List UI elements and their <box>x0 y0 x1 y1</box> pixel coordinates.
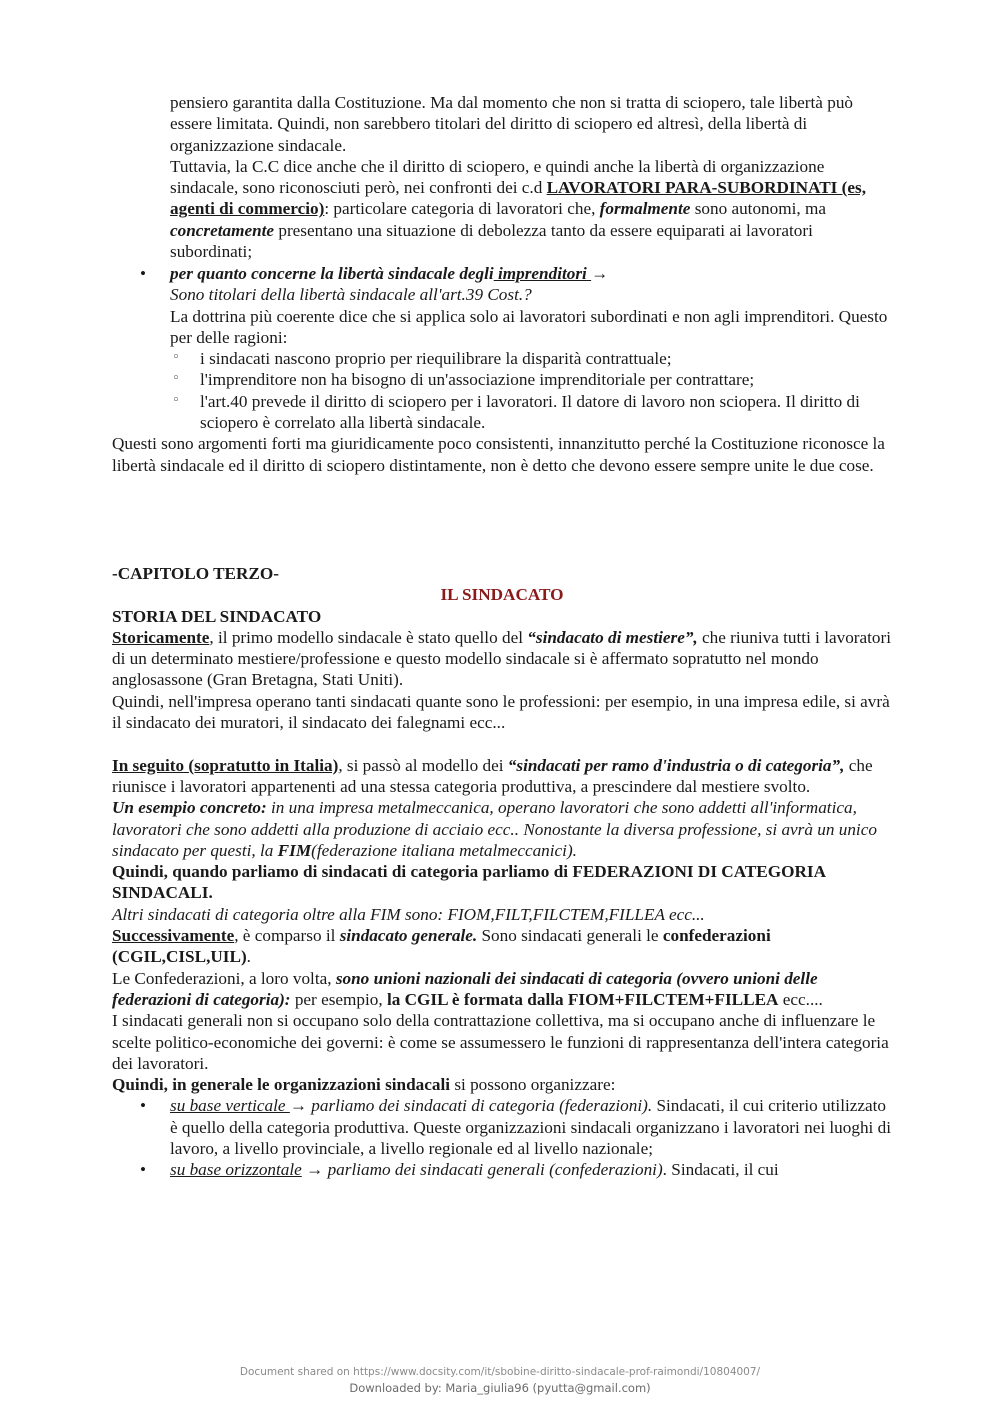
imprenditori-block <box>112 263 892 476</box>
chapter-label: -CAPITOLO TERZO- <box>112 564 279 583</box>
paragraph-successivamente: Successivamente, è comparso il sindacato generale. Sono sindacati generali le confederazioni (CGIL,CISL,UIL). <box>112 926 771 967</box>
question-text: Sono titolari della libertà sindacale all'art.39 Cost.? <box>170 285 532 305</box>
paragraph-para-subordinati: Tuttavia, la C.C dice anche che il diritto di sciopero, e quindi anche la libertà di organizzazione sindacale, sono riconosciuti però, nei confronti dei c.d LAVORATORI PARA-SUBORDINATI (es, agenti di commercio): particolare categoria di lavoratori che, formalmente sono autonomi, ma concretamente presentano una situazione di debolezza tanto da essere equiparati ai lavoratori subordinati; <box>170 156 866 262</box>
paragraph-costituzione: pensiero garantita dalla Costituzione. Ma dal momento che non si tratta di sciopero, tale libertà può essere limitata. Quindi, non sarebbero titolari del diritto di sciopero ed altresì, della libertà di organizzazione sindacale. <box>170 93 854 155</box>
paragraph-in-seguito: In seguito (sopratutto in Italia), si passò al modello dei “sindacati per ramo d'industria o di categoria”, che riunisce i lavoratori appartenenti ad una stessa categoria produttiva, a prescindere dal mestiere svolto. <box>112 755 873 796</box>
paragraph-organizzazioni: Quindi, in generale le organizzazioni sindacali si possono organizzare: <box>112 1075 616 1095</box>
chapter-block <box>112 563 892 1181</box>
organization-list <box>112 1095 892 1180</box>
paragraph-sindacati-generali: I sindacati generali non si occupano solo della contrattazione collettiva, ma si occupano anche di influenzare le scelte politico-economiche dei governi: è come se assumessero le funzioni di rappresentanza dell'intera categoria dei lavoratori. <box>112 1011 889 1073</box>
section-heading: STORIA DEL SINDACATO <box>112 606 322 626</box>
list-item: ◦ l'art.40 prevede il diritto di sciopero per i lavoratori. Il datore di lavoro non sciopera. Il diritto di sciopero è correlato alla libertà sindacale. <box>170 391 892 434</box>
list-item-imprenditori: • per quanto concerne la libertà sindacale degli imprenditori → Sono titolari della libertà sindacale all'art.39 Cost.? La dottrina più coerente dice che si applica solo ai lavoratori subordinati e non agli imprenditori. Questo per delle ragioni: ◦ i sindacati nascono proprio per riequilibrare la disparità contrattuale; ◦ l'imprenditore non ha bisogno di un'associazione imprenditoriale per contrattare; ◦ l'art.40 prevede il diritto di sciopero per i lavoratori. Il datore di lavoro non sciopera. Il diritto di sciopero è correlato alla libertà sindacale. <box>112 263 892 433</box>
paragraph-confederazioni: Le Confederazioni, a loro volta, sono unioni nazionali dei sindacati di categoria (ovvero unioni delle federazioni di categoria): per esempio, la CGIL è formata dalla FIOM+FILCTEM+FILLEA ecc.... <box>112 968 823 1009</box>
paragraph-storicamente: Storicamente, il primo modello sindacale è stato quello del “sindacato di mestiere”, che riuniva tutti i lavoratori di un determinato mestiere/professione e questo modello sindacale si è affermato sopratutto nel mondo anglosassone (Gran Bretagna, Stati Uniti). <box>112 627 892 690</box>
paragraph-esempio: Un esempio concreto: in una impresa metalmeccanica, operano lavoratori che sono addetti all'informatica, lavoratori che sono addetti alla produzione di acciaio ecc.. Nonostante la diversa professione, si avrà un unico sindacato per questi, la FIM(federazione italiana metalmeccanici). <box>112 798 877 860</box>
list-item-orizzontale: • su base orizzontale → parliamo dei sindacati generali (confederazioni). Sindacati, il cui <box>112 1159 892 1180</box>
footer-downloaded-by: Downloaded by: Maria_giulia96 (pyutta@gmail.com) <box>349 1381 651 1395</box>
list-item: ◦ l'imprenditore non ha bisogno di un'associazione imprenditoriale per contrattare; <box>170 369 892 390</box>
paragraph-altri-sindacati: Altri sindacati di categoria oltre alla FIM sono: FIOM,FILT,FILCTEM,FILLEA ecc... <box>112 904 705 924</box>
chapter-title: IL SINDACATO <box>440 585 564 605</box>
paragraph-federazioni: Quindi, quando parliamo di sindacati di categoria parliamo di FEDERAZIONI DI CATEGORIA SINDACALI. <box>112 862 826 903</box>
arrow-icon: → <box>591 264 609 283</box>
list-item: ◦ i sindacati nascono proprio per riequilibrare la disparità contrattuale; <box>170 348 892 369</box>
dottrina-text: La dottrina più coerente dice che si applica solo ai lavoratori subordinati e non agli imprenditori. Questo per delle ragioni: <box>170 306 888 347</box>
footer-shared-link: Document shared on https://www.docsity.com/it/sbobine-diritto-sindacale-prof-raimondi/10804007/ <box>239 1366 761 1378</box>
intro-block <box>170 92 892 262</box>
bullet-list <box>112 263 892 433</box>
conclusion-paragraph: Questi sono argomenti forti ma giuridicamente poco consistenti, innanzitutto perché la Costituzione riconosce la libertà sindacale ed il diritto di sciopero distintamente, non è detto che devono essere sempre unite le due cose. <box>112 434 885 475</box>
list-item-verticale: • su base verticale → parliamo dei sindacati di categoria (federazioni). Sindacati, il cui criterio utilizzato è quello della categoria produttiva. Queste organizzazioni sindacali organizzano i lavoratori nei luoghi di lavoro, a livello provinciale, a livello regionale ed al livello nazionale; <box>112 1095 892 1159</box>
paragraph-impresa-edile: Quindi, nell'impresa operano tanti sindacati quante sono le professioni: per esempio, in una impresa edile, si avrà il sindacato dei muratori, il sindacato dei falegnami ecc... <box>112 691 890 733</box>
reasons-list <box>170 348 892 433</box>
